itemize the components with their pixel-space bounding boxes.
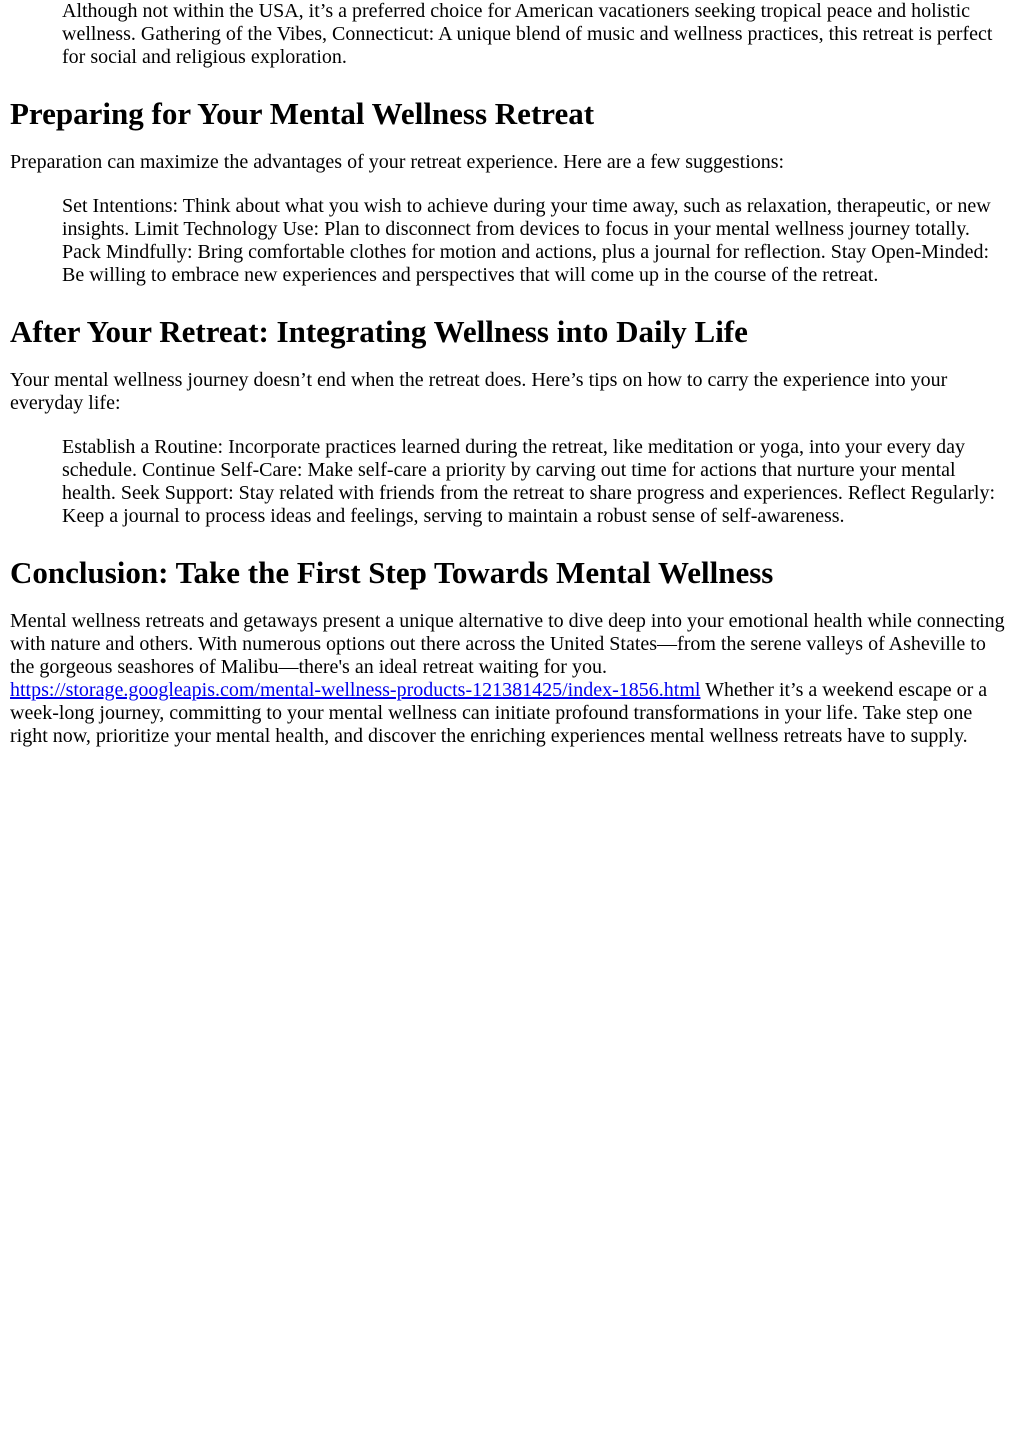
conclusion-text-before-link: Mental wellness retreats and getaways present a unique alternative to dive deep into your emotional health while connecting with nature and others. With numerous options out there across the United States—from the serene valleys of Asheville to the gorgeous seashores of Malibu—there's an ideal retreat waiting for you. — [10, 610, 1005, 678]
heading-after-retreat: After Your Retreat: Integrating Wellness into Daily Life — [10, 314, 748, 349]
blockquote-preparing-tips: Set Intentions: Think about what you wish to achieve during your time away, such as relaxation, therapeutic, or new insights. Limit Technology Use: Plan to disconnect from devices to focus in your mental wellness journey totally. Pack Mindfully: Bring comfortable clothes for motion and actions, plus a journal for reflection. Stay Open-Minded: Be willing to embrace new experiences and perspectives that will come up in the course of the retreat. — [62, 195, 991, 286]
heading-preparing: Preparing for Your Mental Wellness Retreat — [10, 96, 595, 131]
blockquote-after-retreat-tips: Establish a Routine: Incorporate practices learned during the retreat, like meditation or yoga, into your every day schedule. Continue Self-Care: Make self-care a priority by carving out time for actions that nurture your mental health. Seek Support: Stay related with friends from the retreat to share progress and experiences. Reflect Regularly: Keep a journal to process ideas and feelings, serving to maintain a robust sense of self-awareness. — [62, 436, 996, 527]
intro-blockquote: Although not within the USA, it’s a preferred choice for American vacationers seeking tropical peace and holistic wellness. Gathering of the Vibes, Connecticut: A unique blend of music and wellness practices, this retreat is perfect for social and religious exploration. — [62, 0, 993, 68]
paragraph-preparing: Preparation can maximize the advantages of your retreat experience. Here are a few suggestions: — [10, 151, 785, 173]
paragraph-conclusion — [10, 610, 1014, 748]
storage-link[interactable]: https://storage.googleapis.com/mental-wellness-products-121381425/index-1856.html — [10, 679, 701, 701]
conclusion-text-after-link: Whether it’s a weekend escape or a week-long journey, committing to your mental wellness can initiate profound transformations in your life. Take step one right now, prioritize your mental health, and discover the enriching experiences mental wellness retreats have to supply. — [10, 679, 988, 747]
heading-conclusion: Conclusion: Take the First Step Towards Mental Wellness — [10, 555, 774, 590]
paragraph-after-retreat: Your mental wellness journey doesn’t end when the retreat does. Here’s tips on how to carry the experience into your everyday life: — [10, 369, 948, 414]
